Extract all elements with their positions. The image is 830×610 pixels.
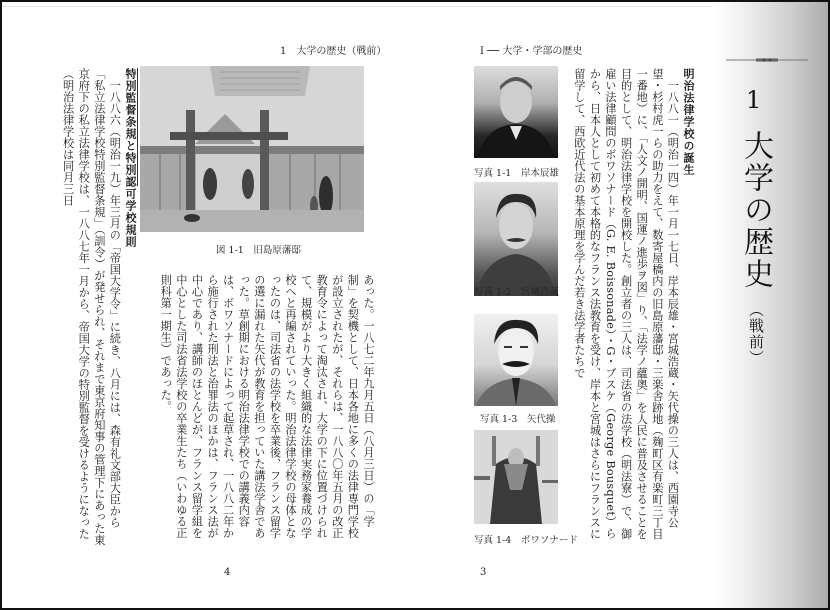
column-divider (137, 68, 138, 186)
photo-kishimoto (474, 66, 558, 158)
portrait-icon (474, 430, 558, 524)
figure-former-shimabara-residence (140, 66, 364, 232)
page-number-left: 4 (224, 567, 231, 578)
photo-miyagi (474, 182, 558, 296)
chapter-number: 1 (746, 86, 762, 114)
running-head-right: I ── 大学・学部の歴史 (480, 46, 583, 57)
page-number-right: 3 (480, 567, 487, 578)
portrait-icon (474, 314, 558, 406)
chapter-tab-band (712, 2, 830, 610)
left-page-continued-text: あった。一八七二年九月五日（八月三日）の「学制」を契機として、日本各地に多くの法律専門学校が設立されたが、それらは、一八八〇年五月の改正教育令によって淘汰され、大学の下に位置づけられて、規模がより大きく組織的な法律実務家養成の学校へと再編されていった。明治法律学校の母体となったのは、司法省の法学校を卒業後、フランス留学の選に漏れた矢代が教育を担っていた講法学舎であった。草創期における明治法律学校での講義内容は、ボワソナードによって起草され、一八八二年から施行された刑法と治罪法のほかは、フランス法が中心であり、講師のほとんどが、フランス留学組を中心とした司法省法学校の卒業生たち（いわゆる正則科第一期生）であった。 (159, 274, 375, 539)
gate-illustration-icon (140, 66, 364, 232)
photo-yashiro (474, 314, 558, 406)
photo-caption-1: 写真 1-1 岸本辰雄 (474, 168, 559, 179)
section-heading-tokubetsu: 特別監督条規と特別認可学校規則 (124, 68, 137, 248)
running-head-left: 1 大学の歴史（戦前） (280, 46, 387, 57)
section-body-tokubetsu: 一八八六（明治一九）年三月の「帝国大学令」に続き、八月には、森有礼文部大臣から「私立法律学校特別監督条規」（訓令）が発せられ、それまで東京府知事の管理下にあった東京府下の私立法律学校は、一八八七年一月から、帝国大学の特別監督を受けるようになった（明治法律学校は同月三日 (61, 68, 122, 546)
portrait-icon (474, 182, 558, 296)
section-heading-meiji: 明治法律学校の誕生 (682, 68, 695, 176)
ornament-divider-icon (726, 56, 808, 64)
portrait-icon (474, 66, 558, 158)
photo-caption-4: 写真 1-4 ボワソナード (474, 535, 578, 546)
chapter-subtitle: （戦前） (747, 302, 765, 366)
left-page-section (38, 68, 138, 548)
photo-caption-2: 写真 1-2 宮城浩蔵 (474, 287, 559, 298)
right-page-section (572, 68, 696, 548)
chapter-title: 大学の歴史 (738, 130, 773, 290)
section-body-meiji: 一八八一（明治一四）年一月一七日、岸本辰雄・宮城浩蔵・矢代操の三人は、西園寺公望・杉村虎一らの助力をえて、数寄屋橋内の旧島原藩邸・三楽舎跡地（麹町区有楽町三丁目一番地）に、「人文ノ開明、国運ノ進歩ヲ図」り、「法学ノ蘊奥」を人民に普及させることを目的として、明治法律学校を開校した。創立者の三人は、司法省の法学校（明法寮）で、御雇い法律顧問のボワソナード（G. E. Boissonade）・G・ブスケ（George Bousquet）らから、日本人として初めて本格的なフランス法教育を受け、岸本と宮城はさらにフランスに留学して、西欧近代法の基本原理を学んだ若き法学者たちで (572, 68, 680, 540)
photo-boissonade (474, 430, 558, 524)
figure-caption: 図 1-1 旧島原藩邸 (216, 245, 301, 256)
top-rule (2, 6, 828, 7)
photo-caption-3: 写真 1-3 矢代操 (480, 414, 556, 425)
